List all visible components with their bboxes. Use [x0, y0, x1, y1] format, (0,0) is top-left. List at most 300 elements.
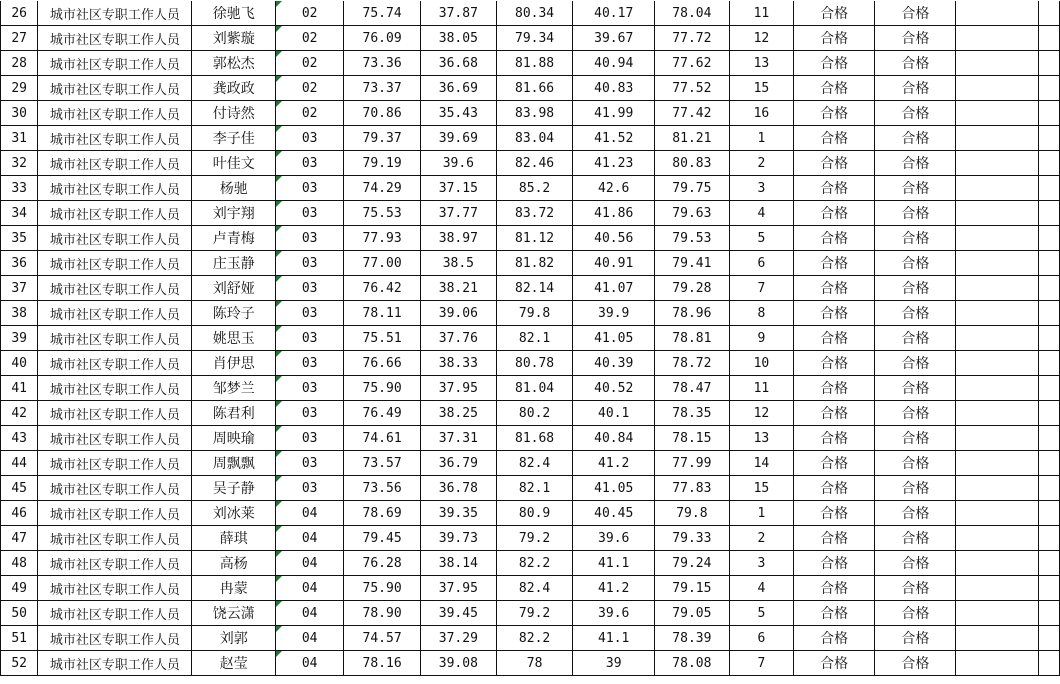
cell-total-score[interactable]: 78.72 [654, 351, 729, 376]
cell-result-2[interactable]: 合格 [875, 526, 956, 551]
cell-interview-weighted[interactable]: 39.67 [573, 26, 655, 51]
cell-result-2[interactable]: 合格 [875, 226, 956, 251]
cell-empty[interactable] [1038, 1, 1059, 26]
cell-written-weighted[interactable]: 36.68 [420, 51, 496, 76]
cell-post[interactable]: 城市社区专职工作人员 [38, 301, 192, 326]
cell-empty[interactable] [1038, 576, 1059, 601]
cell-interview-weighted[interactable]: 41.05 [573, 326, 655, 351]
cell-empty[interactable] [956, 451, 1038, 476]
cell-interview-weighted[interactable]: 40.84 [573, 426, 655, 451]
cell-post[interactable]: 城市社区专职工作人员 [38, 651, 192, 676]
cell-post[interactable]: 城市社区专职工作人员 [38, 26, 192, 51]
cell-name[interactable]: 刘舒娅 [192, 276, 276, 301]
cell-empty[interactable] [1038, 151, 1059, 176]
cell-empty[interactable] [1038, 226, 1059, 251]
cell-empty[interactable] [956, 551, 1038, 576]
cell-interview-score[interactable]: 85.2 [496, 176, 573, 201]
cell-result-1[interactable]: 合格 [794, 76, 875, 101]
cell-empty[interactable] [1038, 401, 1059, 426]
cell-post[interactable]: 城市社区专职工作人员 [38, 576, 192, 601]
cell-post[interactable]: 城市社区专职工作人员 [38, 126, 192, 151]
cell-result-1[interactable]: 合格 [794, 551, 875, 576]
cell-written-weighted[interactable]: 38.5 [420, 251, 496, 276]
cell-interview-weighted[interactable]: 40.91 [573, 251, 655, 276]
cell-post-code[interactable] [276, 326, 344, 351]
cell-rank[interactable]: 16 [729, 101, 793, 126]
cell-result-1[interactable]: 合格 [794, 351, 875, 376]
cell-total-score[interactable]: 78.35 [654, 401, 729, 426]
cell-empty[interactable] [1038, 526, 1059, 551]
cell-interview-score[interactable]: 78 [496, 651, 573, 676]
cell-written-score[interactable]: 76.28 [344, 551, 421, 576]
cell-post[interactable]: 城市社区专职工作人员 [38, 101, 192, 126]
cell-empty[interactable] [1038, 251, 1059, 276]
cell-total-score[interactable]: 79.05 [654, 601, 729, 626]
cell-total-score[interactable]: 79.75 [654, 176, 729, 201]
cell-interview-weighted[interactable]: 41.07 [573, 276, 655, 301]
cell-interview-weighted[interactable]: 40.56 [573, 226, 655, 251]
cell-post-code[interactable] [276, 301, 344, 326]
cell-rank[interactable]: 3 [729, 551, 793, 576]
cell-result-1[interactable]: 合格 [794, 426, 875, 451]
cell-total-score[interactable]: 78.81 [654, 326, 729, 351]
cell-written-score[interactable]: 76.42 [344, 276, 421, 301]
cell-name[interactable]: 薛琪 [192, 526, 276, 551]
cell-written-score[interactable]: 75.90 [344, 376, 421, 401]
cell-written-score[interactable]: 77.00 [344, 251, 421, 276]
cell-interview-score[interactable]: 83.04 [496, 126, 573, 151]
cell-total-score[interactable]: 77.99 [654, 451, 729, 476]
cell-result-2[interactable]: 合格 [875, 551, 956, 576]
cell-empty[interactable] [956, 501, 1038, 526]
cell-seq[interactable]: 45 [1, 476, 38, 501]
cell-seq[interactable]: 47 [1, 526, 38, 551]
cell-name[interactable]: 周飘飘 [192, 451, 276, 476]
cell-result-2[interactable]: 合格 [875, 651, 956, 676]
cell-seq[interactable]: 46 [1, 501, 38, 526]
cell-total-score[interactable]: 77.42 [654, 101, 729, 126]
cell-interview-score[interactable]: 82.1 [496, 326, 573, 351]
cell-seq[interactable]: 38 [1, 301, 38, 326]
cell-interview-weighted[interactable]: 41.1 [573, 551, 655, 576]
cell-interview-weighted[interactable]: 39.9 [573, 301, 655, 326]
cell-name[interactable]: 肖伊思 [192, 351, 276, 376]
cell-seq[interactable]: 36 [1, 251, 38, 276]
cell-name[interactable]: 周映瑜 [192, 426, 276, 451]
cell-result-2[interactable]: 合格 [875, 276, 956, 301]
cell-rank[interactable]: 7 [729, 276, 793, 301]
cell-result-1[interactable]: 合格 [794, 651, 875, 676]
cell-written-score[interactable]: 79.45 [344, 526, 421, 551]
cell-empty[interactable] [1038, 76, 1059, 101]
cell-name[interactable]: 赵莹 [192, 651, 276, 676]
cell-written-weighted[interactable]: 36.78 [420, 476, 496, 501]
cell-name[interactable]: 杨驰 [192, 176, 276, 201]
cell-name[interactable]: 姚思玉 [192, 326, 276, 351]
cell-result-2[interactable]: 合格 [875, 576, 956, 601]
cell-total-score[interactable]: 77.83 [654, 476, 729, 501]
cell-post-code[interactable] [276, 651, 344, 676]
cell-total-score[interactable]: 79.28 [654, 276, 729, 301]
cell-empty[interactable] [956, 626, 1038, 651]
cell-empty[interactable] [956, 151, 1038, 176]
cell-interview-weighted[interactable]: 41.1 [573, 626, 655, 651]
cell-result-1[interactable]: 合格 [794, 226, 875, 251]
cell-name[interactable]: 冉蒙 [192, 576, 276, 601]
cell-result-2[interactable]: 合格 [875, 51, 956, 76]
cell-post-code[interactable] [276, 426, 344, 451]
cell-post[interactable]: 城市社区专职工作人员 [38, 251, 192, 276]
cell-empty[interactable] [956, 601, 1038, 626]
cell-interview-weighted[interactable]: 42.6 [573, 176, 655, 201]
cell-name[interactable]: 刘郭 [192, 626, 276, 651]
cell-result-2[interactable]: 合格 [875, 601, 956, 626]
cell-rank[interactable]: 13 [729, 51, 793, 76]
cell-post[interactable]: 城市社区专职工作人员 [38, 201, 192, 226]
cell-post-code[interactable] [276, 401, 344, 426]
cell-result-2[interactable]: 合格 [875, 501, 956, 526]
cell-written-score[interactable]: 73.37 [344, 76, 421, 101]
cell-interview-score[interactable]: 82.2 [496, 551, 573, 576]
cell-written-score[interactable]: 76.09 [344, 26, 421, 51]
cell-empty[interactable] [956, 226, 1038, 251]
cell-empty[interactable] [956, 1, 1038, 26]
cell-rank[interactable]: 11 [729, 1, 793, 26]
cell-name[interactable]: 卢青梅 [192, 226, 276, 251]
cell-post-code[interactable] [276, 251, 344, 276]
cell-written-score[interactable]: 76.49 [344, 401, 421, 426]
cell-post-code[interactable] [276, 376, 344, 401]
cell-interview-score[interactable]: 82.2 [496, 626, 573, 651]
cell-total-score[interactable]: 79.15 [654, 576, 729, 601]
cell-result-1[interactable]: 合格 [794, 1, 875, 26]
cell-interview-weighted[interactable]: 41.2 [573, 576, 655, 601]
cell-seq[interactable]: 40 [1, 351, 38, 376]
cell-empty[interactable] [1038, 601, 1059, 626]
cell-empty[interactable] [1038, 176, 1059, 201]
cell-seq[interactable]: 48 [1, 551, 38, 576]
cell-post-code[interactable] [276, 276, 344, 301]
cell-interview-score[interactable]: 79.34 [496, 26, 573, 51]
cell-result-2[interactable]: 合格 [875, 101, 956, 126]
cell-name[interactable]: 邹梦兰 [192, 376, 276, 401]
cell-written-score[interactable]: 78.90 [344, 601, 421, 626]
cell-total-score[interactable]: 78.04 [654, 1, 729, 26]
cell-result-1[interactable]: 合格 [794, 51, 875, 76]
cell-interview-score[interactable]: 79.2 [496, 601, 573, 626]
cell-written-score[interactable]: 73.56 [344, 476, 421, 501]
cell-result-2[interactable]: 合格 [875, 1, 956, 26]
cell-total-score[interactable]: 78.47 [654, 376, 729, 401]
cell-result-1[interactable]: 合格 [794, 126, 875, 151]
cell-post[interactable]: 城市社区专职工作人员 [38, 176, 192, 201]
cell-rank[interactable]: 1 [729, 501, 793, 526]
cell-rank[interactable]: 14 [729, 451, 793, 476]
cell-empty[interactable] [1038, 501, 1059, 526]
cell-rank[interactable]: 10 [729, 351, 793, 376]
cell-empty[interactable] [1038, 26, 1059, 51]
cell-empty[interactable] [956, 126, 1038, 151]
cell-total-score[interactable]: 81.21 [654, 126, 729, 151]
cell-name[interactable]: 饶云潇 [192, 601, 276, 626]
cell-name[interactable]: 陈玲子 [192, 301, 276, 326]
cell-written-weighted[interactable]: 37.77 [420, 201, 496, 226]
cell-total-score[interactable]: 79.41 [654, 251, 729, 276]
cell-interview-score[interactable]: 81.82 [496, 251, 573, 276]
cell-name[interactable]: 郭松杰 [192, 51, 276, 76]
cell-result-2[interactable]: 合格 [875, 76, 956, 101]
cell-interview-weighted[interactable]: 41.99 [573, 101, 655, 126]
cell-rank[interactable]: 3 [729, 176, 793, 201]
cell-post[interactable]: 城市社区专职工作人员 [38, 526, 192, 551]
cell-written-weighted[interactable]: 37.76 [420, 326, 496, 351]
cell-post-code[interactable] [276, 126, 344, 151]
cell-empty[interactable] [956, 376, 1038, 401]
cell-post[interactable]: 城市社区专职工作人员 [38, 326, 192, 351]
cell-written-score[interactable]: 79.19 [344, 151, 421, 176]
cell-empty[interactable] [1038, 326, 1059, 351]
cell-post-code[interactable] [276, 76, 344, 101]
cell-post[interactable]: 城市社区专职工作人员 [38, 76, 192, 101]
cell-result-1[interactable]: 合格 [794, 326, 875, 351]
cell-written-weighted[interactable]: 39.6 [420, 151, 496, 176]
cell-interview-score[interactable]: 81.12 [496, 226, 573, 251]
cell-seq[interactable]: 35 [1, 226, 38, 251]
cell-seq[interactable]: 37 [1, 276, 38, 301]
cell-result-2[interactable]: 合格 [875, 251, 956, 276]
cell-rank[interactable]: 7 [729, 651, 793, 676]
cell-seq[interactable]: 49 [1, 576, 38, 601]
cell-total-score[interactable]: 79.53 [654, 226, 729, 251]
cell-written-weighted[interactable]: 39.08 [420, 651, 496, 676]
cell-empty[interactable] [956, 201, 1038, 226]
cell-post-code[interactable] [276, 451, 344, 476]
cell-result-2[interactable]: 合格 [875, 626, 956, 651]
cell-empty[interactable] [1038, 551, 1059, 576]
cell-name[interactable]: 付诗然 [192, 101, 276, 126]
cell-empty[interactable] [1038, 476, 1059, 501]
cell-written-weighted[interactable]: 37.87 [420, 1, 496, 26]
cell-interview-weighted[interactable]: 40.39 [573, 351, 655, 376]
cell-name[interactable]: 刘宇翔 [192, 201, 276, 226]
cell-post[interactable]: 城市社区专职工作人员 [38, 276, 192, 301]
cell-total-score[interactable]: 79.8 [654, 501, 729, 526]
cell-name[interactable]: 庄玉静 [192, 251, 276, 276]
cell-seq[interactable]: 52 [1, 651, 38, 676]
cell-empty[interactable] [1038, 201, 1059, 226]
cell-total-score[interactable]: 79.24 [654, 551, 729, 576]
cell-rank[interactable]: 1 [729, 126, 793, 151]
cell-written-score[interactable]: 75.51 [344, 326, 421, 351]
cell-written-weighted[interactable]: 39.35 [420, 501, 496, 526]
cell-post[interactable]: 城市社区专职工作人员 [38, 376, 192, 401]
cell-written-score[interactable]: 77.93 [344, 226, 421, 251]
cell-written-score[interactable]: 78.16 [344, 651, 421, 676]
cell-result-1[interactable]: 合格 [794, 501, 875, 526]
cell-rank[interactable]: 13 [729, 426, 793, 451]
cell-post-code[interactable] [276, 26, 344, 51]
cell-result-1[interactable]: 合格 [794, 526, 875, 551]
cell-written-score[interactable]: 75.74 [344, 1, 421, 26]
cell-post-code[interactable] [276, 526, 344, 551]
cell-interview-score[interactable]: 82.4 [496, 451, 573, 476]
cell-interview-score[interactable]: 80.34 [496, 1, 573, 26]
cell-rank[interactable]: 15 [729, 76, 793, 101]
cell-total-score[interactable]: 78.08 [654, 651, 729, 676]
cell-interview-weighted[interactable]: 41.86 [573, 201, 655, 226]
cell-post-code[interactable] [276, 601, 344, 626]
cell-written-score[interactable]: 74.29 [344, 176, 421, 201]
cell-written-weighted[interactable]: 39.06 [420, 301, 496, 326]
cell-empty[interactable] [956, 251, 1038, 276]
cell-total-score[interactable]: 78.96 [654, 301, 729, 326]
cell-result-1[interactable]: 合格 [794, 251, 875, 276]
cell-interview-score[interactable]: 80.9 [496, 501, 573, 526]
cell-interview-score[interactable]: 82.1 [496, 476, 573, 501]
cell-empty[interactable] [1038, 451, 1059, 476]
cell-name[interactable]: 徐驰飞 [192, 1, 276, 26]
cell-written-score[interactable]: 75.53 [344, 201, 421, 226]
cell-empty[interactable] [956, 26, 1038, 51]
cell-post[interactable]: 城市社区专职工作人员 [38, 401, 192, 426]
cell-name[interactable]: 叶佳文 [192, 151, 276, 176]
cell-interview-score[interactable]: 80.78 [496, 351, 573, 376]
cell-written-score[interactable]: 70.86 [344, 101, 421, 126]
cell-interview-weighted[interactable]: 41.52 [573, 126, 655, 151]
cell-rank[interactable]: 6 [729, 251, 793, 276]
cell-empty[interactable] [956, 351, 1038, 376]
cell-total-score[interactable]: 78.15 [654, 426, 729, 451]
cell-rank[interactable]: 12 [729, 401, 793, 426]
cell-result-1[interactable]: 合格 [794, 601, 875, 626]
cell-written-weighted[interactable]: 39.73 [420, 526, 496, 551]
cell-written-weighted[interactable]: 38.05 [420, 26, 496, 51]
cell-result-2[interactable]: 合格 [875, 401, 956, 426]
cell-empty[interactable] [1038, 101, 1059, 126]
cell-post[interactable]: 城市社区专职工作人员 [38, 626, 192, 651]
cell-post-code[interactable] [276, 1, 344, 26]
cell-result-1[interactable]: 合格 [794, 276, 875, 301]
cell-empty[interactable] [1038, 276, 1059, 301]
cell-result-1[interactable]: 合格 [794, 176, 875, 201]
cell-seq[interactable]: 51 [1, 626, 38, 651]
cell-seq[interactable]: 42 [1, 401, 38, 426]
cell-written-weighted[interactable]: 38.25 [420, 401, 496, 426]
cell-seq[interactable]: 39 [1, 326, 38, 351]
cell-written-score[interactable]: 78.11 [344, 301, 421, 326]
cell-empty[interactable] [1038, 301, 1059, 326]
cell-rank[interactable]: 5 [729, 601, 793, 626]
cell-written-score[interactable]: 74.61 [344, 426, 421, 451]
cell-written-weighted[interactable]: 39.45 [420, 601, 496, 626]
cell-written-weighted[interactable]: 36.79 [420, 451, 496, 476]
cell-interview-score[interactable]: 79.8 [496, 301, 573, 326]
cell-empty[interactable] [956, 426, 1038, 451]
cell-post[interactable]: 城市社区专职工作人员 [38, 501, 192, 526]
cell-empty[interactable] [1038, 351, 1059, 376]
cell-rank[interactable]: 15 [729, 476, 793, 501]
cell-interview-weighted[interactable]: 39.6 [573, 526, 655, 551]
cell-name[interactable]: 李子佳 [192, 126, 276, 151]
cell-post-code[interactable] [276, 201, 344, 226]
cell-interview-score[interactable]: 81.68 [496, 426, 573, 451]
cell-name[interactable]: 陈君利 [192, 401, 276, 426]
cell-interview-weighted[interactable]: 39.6 [573, 601, 655, 626]
cell-result-2[interactable]: 合格 [875, 151, 956, 176]
cell-post-code[interactable] [276, 501, 344, 526]
cell-post-code[interactable] [276, 626, 344, 651]
cell-interview-score[interactable]: 81.04 [496, 376, 573, 401]
cell-empty[interactable] [956, 51, 1038, 76]
cell-written-weighted[interactable]: 35.43 [420, 101, 496, 126]
cell-total-score[interactable]: 79.63 [654, 201, 729, 226]
cell-result-1[interactable]: 合格 [794, 301, 875, 326]
cell-empty[interactable] [956, 101, 1038, 126]
cell-name[interactable]: 刘紫璇 [192, 26, 276, 51]
cell-total-score[interactable]: 77.52 [654, 76, 729, 101]
cell-post-code[interactable] [276, 476, 344, 501]
cell-post-code[interactable] [276, 151, 344, 176]
cell-name[interactable]: 刘冰莱 [192, 501, 276, 526]
cell-result-2[interactable]: 合格 [875, 126, 956, 151]
cell-rank[interactable]: 4 [729, 576, 793, 601]
cell-seq[interactable]: 41 [1, 376, 38, 401]
cell-interview-score[interactable]: 81.88 [496, 51, 573, 76]
cell-interview-score[interactable]: 82.4 [496, 576, 573, 601]
cell-result-2[interactable]: 合格 [875, 376, 956, 401]
cell-empty[interactable] [956, 276, 1038, 301]
cell-interview-score[interactable]: 82.46 [496, 151, 573, 176]
cell-interview-weighted[interactable]: 40.17 [573, 1, 655, 26]
cell-written-score[interactable]: 74.57 [344, 626, 421, 651]
cell-result-2[interactable]: 合格 [875, 476, 956, 501]
cell-result-2[interactable]: 合格 [875, 301, 956, 326]
cell-written-weighted[interactable]: 37.31 [420, 426, 496, 451]
cell-post[interactable]: 城市社区专职工作人员 [38, 551, 192, 576]
cell-written-score[interactable]: 78.69 [344, 501, 421, 526]
cell-seq[interactable]: 50 [1, 601, 38, 626]
cell-seq[interactable]: 32 [1, 151, 38, 176]
cell-interview-weighted[interactable]: 41.23 [573, 151, 655, 176]
cell-seq[interactable]: 33 [1, 176, 38, 201]
cell-written-score[interactable]: 75.90 [344, 576, 421, 601]
cell-rank[interactable]: 6 [729, 626, 793, 651]
cell-empty[interactable] [1038, 376, 1059, 401]
cell-empty[interactable] [956, 401, 1038, 426]
cell-result-2[interactable]: 合格 [875, 326, 956, 351]
cell-seq[interactable]: 26 [1, 1, 38, 26]
cell-interview-weighted[interactable]: 40.94 [573, 51, 655, 76]
cell-result-2[interactable]: 合格 [875, 201, 956, 226]
cell-post[interactable]: 城市社区专职工作人员 [38, 476, 192, 501]
cell-rank[interactable]: 9 [729, 326, 793, 351]
cell-written-weighted[interactable]: 38.14 [420, 551, 496, 576]
cell-seq[interactable]: 34 [1, 201, 38, 226]
cell-empty[interactable] [956, 176, 1038, 201]
cell-interview-weighted[interactable]: 39 [573, 651, 655, 676]
cell-seq[interactable]: 31 [1, 126, 38, 151]
cell-result-1[interactable]: 合格 [794, 376, 875, 401]
cell-written-score[interactable]: 73.57 [344, 451, 421, 476]
cell-rank[interactable]: 4 [729, 201, 793, 226]
cell-result-1[interactable]: 合格 [794, 476, 875, 501]
cell-post[interactable]: 城市社区专职工作人员 [38, 151, 192, 176]
cell-interview-score[interactable]: 80.2 [496, 401, 573, 426]
cell-result-1[interactable]: 合格 [794, 401, 875, 426]
cell-rank[interactable]: 2 [729, 526, 793, 551]
cell-interview-weighted[interactable]: 41.2 [573, 451, 655, 476]
cell-interview-score[interactable]: 82.14 [496, 276, 573, 301]
